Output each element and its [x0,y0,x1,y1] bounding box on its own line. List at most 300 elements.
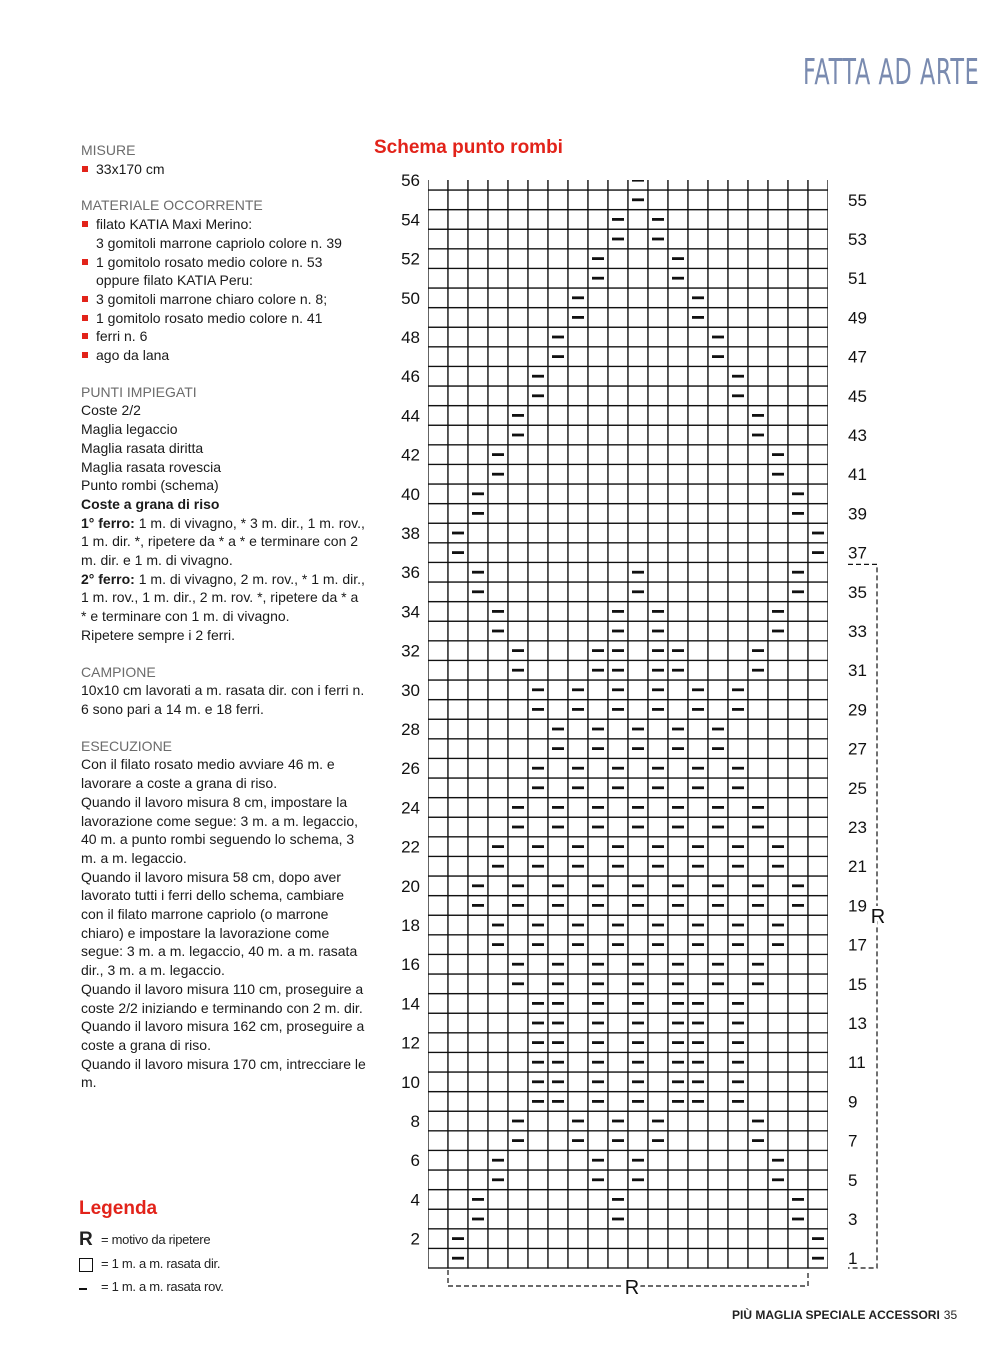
chart-cell [488,1209,508,1229]
purl-stitch-mark [592,904,604,907]
purl-stitch-mark [512,649,524,652]
chart-cell [568,876,588,896]
purl-stitch-mark [632,179,644,182]
chart-cell [788,1092,808,1112]
chart-cell [548,504,568,524]
chart-cell [748,523,768,543]
purl-stitch-mark [692,316,704,319]
chart-cell [428,1190,448,1210]
row-repeat-label: R [870,906,886,929]
chart-cell [488,896,508,916]
chart-cell [548,582,568,602]
purl-stitch-mark [492,1159,504,1162]
chart-cell [468,327,488,347]
chart-cell [548,406,568,426]
chart-cell [628,856,648,876]
chart-cell [508,327,528,347]
chart-cell [648,1170,668,1190]
chart-cell [568,1072,588,1092]
chart-cell [428,562,448,582]
chart-cell [568,641,588,661]
chart-cell [428,1052,448,1072]
chart-cell [468,739,488,759]
purl-stitch-mark [672,1041,684,1044]
purl-stitch-mark [572,786,584,789]
chart-cell [608,1248,628,1268]
purl-stitch-mark [512,884,524,887]
chart-cell [568,621,588,641]
chart-cell [588,484,608,504]
purl-stitch-mark [792,512,804,515]
chart-cell [488,758,508,778]
chart-cell [688,1170,708,1190]
campione-text: 10x10 cm lavorati a m. rasata dir. con i ferri n. 6 sono pari a 14 m. e 18 ferri. [81,682,365,717]
chart-cell [448,660,468,680]
purl-stitch-mark [592,277,604,280]
row-number-right: 25 [848,778,867,798]
chart-cell [428,386,448,406]
chart-cell [488,229,508,249]
purl-stitch-mark [652,218,664,221]
chart-cell [688,504,708,524]
column-repeat-label: R [624,1277,640,1299]
chart-cell [808,758,828,778]
purl-stitch-mark [772,630,784,633]
chart-cell [628,1190,648,1210]
chart-cell [708,170,728,190]
purl-stitch-mark [652,688,664,691]
row-number-right: 27 [848,739,867,759]
chart-cell [628,445,648,465]
chart-cell [808,660,828,680]
chart-cell [428,876,448,896]
chart-cell [768,954,788,974]
punti-line: Maglia rasata rovescia [81,458,222,475]
chart-cell [808,210,828,230]
chart-cell [568,1248,588,1268]
chart-cell [768,229,788,249]
chart-cell [688,229,708,249]
purl-stitch-mark [792,884,804,887]
materiale-item: 1 gomitolo rosato medio colore n. 41 [81,309,366,328]
chart-cell [568,504,588,524]
chart-cell [608,268,628,288]
chart-cell [488,347,508,367]
purl-stitch-mark [592,257,604,260]
chart-cell [728,1111,748,1131]
chart-cell [788,406,808,426]
chart-cell [468,837,488,857]
ferro-1-text: 1 m. di vivagno, * 3 m. dir., 1 m. rov., 1 m. dir. *, ripetere da * a * e terminare con 2 m. dir. e 1 m. di vivagno. [81,514,365,569]
chart-cell [508,1052,528,1072]
purl-stitch-mark [452,551,464,554]
purl-stitch-mark [612,610,624,613]
chart-cell [568,210,588,230]
chart-cell [428,543,448,563]
chart-cell [688,327,708,347]
chart-cell [508,739,528,759]
chart-cell [528,1248,548,1268]
chart-cell [648,974,668,994]
chart-cell [788,680,808,700]
purl-stitch-mark [672,884,684,887]
legend [79,1198,279,1299]
purl-stitch-mark [532,708,544,711]
chart-cell [688,406,708,426]
purl-stitch-mark [812,1257,824,1260]
chart-cell [508,347,528,367]
chart-cell [748,719,768,739]
purl-stitch-mark [672,728,684,731]
row-number-right: 3 [848,1210,858,1229]
purl-stitch-mark [672,1061,684,1064]
chart-cell [708,386,728,406]
chart-cell [448,1170,468,1190]
chart-cell [728,817,748,837]
purl-stitch-mark [592,1061,604,1064]
chart-cell [648,994,668,1014]
chart-cell [688,974,708,994]
chart-cell [468,308,488,328]
chart-cell [648,249,668,269]
chart-cell [448,386,468,406]
chart-cell [568,1052,588,1072]
chart-cell [568,347,588,367]
purl-stitch-mark [772,453,784,456]
chart-cell [628,1209,648,1229]
chart-cell [448,406,468,426]
chart-cell [648,1033,668,1053]
chart-cell [648,1013,668,1033]
chart-cell [748,582,768,602]
purl-stitch-mark [752,884,764,887]
chart-cell [808,915,828,935]
chart-cell [788,1229,808,1249]
purl-stitch-mark [712,336,724,339]
chart-cell [548,1131,568,1151]
chart-cell [568,229,588,249]
chart-cell [448,994,468,1014]
chart-cell [588,445,608,465]
chart-cell [728,660,748,680]
chart-cell [508,268,528,288]
chart-cell [528,406,548,426]
purl-stitch-mark [672,669,684,672]
chart-cell [688,876,708,896]
purl-stitch-mark [692,786,704,789]
chart-cell [508,229,528,249]
chart-cell [688,896,708,916]
purl-stitch-mark [592,826,604,829]
chart-cell [788,974,808,994]
purl-stitch-mark [532,375,544,378]
chart-cell [708,1229,728,1249]
chart-cell [748,1229,768,1249]
chart-cell [528,464,548,484]
chart-cell [468,621,488,641]
chart-cell [768,288,788,308]
chart-cell [748,190,768,210]
chart-cell [748,935,768,955]
purl-stitch-mark [532,1080,544,1083]
chart-cell [528,817,548,837]
chart-cell [448,1150,468,1170]
purl-stitch-mark [572,924,584,927]
chart-cell [688,1248,708,1268]
materiale-section [81,196,366,364]
row-number-left: 30 [401,680,420,700]
legend-row-purl [79,1275,279,1299]
chart-cell [748,739,768,759]
chart-cell [788,758,808,778]
chart-cell [768,1190,788,1210]
purl-stitch-mark [752,982,764,985]
chart-cell [708,758,728,778]
chart-cell [568,954,588,974]
chart-cell [468,1033,488,1053]
purl-stitch-mark [472,904,484,907]
chart-cell [808,229,828,249]
chart-cell [428,308,448,328]
chart-cell [468,210,488,230]
chart-cell [488,327,508,347]
chart-cell [628,660,648,680]
chart-cell [568,739,588,759]
chart-cell [708,1150,728,1170]
chart-cell [668,778,688,798]
chart-cell [748,288,768,308]
chart-cell [628,366,648,386]
chart-cell [768,1209,788,1229]
chart-cell [548,288,568,308]
chart-cell [448,229,468,249]
chart-cell [688,582,708,602]
chart-cell [548,1170,568,1190]
chart-cell [588,915,608,935]
chart-cell [428,425,448,445]
chart-cell [608,445,628,465]
row-number-right: 29 [848,700,867,720]
purl-stitch-mark [592,1100,604,1103]
chart-cell [728,425,748,445]
row-number-right: 41 [848,465,867,485]
chart-cell [728,954,748,974]
chart-cell [728,523,748,543]
chart-cell [728,876,748,896]
chart-cell [728,347,748,367]
purl-stitch-mark [592,1022,604,1025]
chart-cell [528,504,548,524]
purl-stitch-mark [692,1041,704,1044]
chart-cell [688,1209,708,1229]
purl-stitch-mark [632,884,644,887]
chart-cell [808,464,828,484]
chart-cell [668,366,688,386]
purl-stitch-mark [632,1041,644,1044]
chart-cell [468,425,488,445]
chart-cell [588,1111,608,1131]
grana-title: Coste a grana di riso [81,495,220,512]
purl-stitch-mark [812,551,824,554]
chart-cell [428,994,448,1014]
chart-cell [508,1033,528,1053]
chart-cell [528,288,548,308]
purl-stitch-mark [512,414,524,417]
chart-cell [808,1131,828,1151]
chart-cell [648,288,668,308]
chart-cell [508,1150,528,1170]
legend-knit-label: = 1 m. a m. rasata dir. [101,1255,221,1271]
chart-cell [428,1248,448,1268]
chart-cell [808,739,828,759]
purl-stitch-mark [632,728,644,731]
chart-cell [788,190,808,210]
chart-cell [728,1131,748,1151]
chart-cell [528,1190,548,1210]
chart-cell [668,856,688,876]
chart-cell [788,1131,808,1151]
chart-cell [468,347,488,367]
chart-cell [608,1033,628,1053]
chart-cell [488,641,508,661]
chart-cell [688,386,708,406]
purl-stitch-mark [692,296,704,299]
purl-stitch-mark [572,316,584,319]
purl-stitch-mark [672,806,684,809]
chart-cell [668,1131,688,1151]
purl-stitch-mark [552,1022,564,1025]
purl-stitch-mark [632,904,644,907]
chart-cell [728,249,748,269]
chart-cell [628,1248,648,1268]
chart-cell [708,249,728,269]
chart-cell [628,602,648,622]
chart-cell [708,523,728,543]
chart-cell [568,445,588,465]
chart-cell [668,758,688,778]
chart-cell [528,1150,548,1170]
chart-cell [748,543,768,563]
chart-cell [468,1131,488,1151]
purl-stitch-mark [612,845,624,848]
chart-cell [448,896,468,916]
chart-cell [768,582,788,602]
chart-cell [528,582,548,602]
row-number-left: 16 [401,955,420,975]
chart-cell [568,327,588,347]
chart-cell [508,504,528,524]
chart-cell [588,1229,608,1249]
chart-cell [568,386,588,406]
chart-cell [648,464,668,484]
chart-cell [748,1209,768,1229]
chart-cell [468,170,488,190]
purl-stitch-mark [612,649,624,652]
chart-cell [488,190,508,210]
chart-cell [808,1209,828,1229]
chart-cell [628,268,648,288]
chart-cell [448,504,468,524]
misure-item: 33x170 cm [81,160,366,179]
chart-cell [668,621,688,641]
chart-cell [688,719,708,739]
materiale-item: 1 gomitolo rosato medio colore n. 53 [81,253,366,272]
chart-cell [708,1170,728,1190]
chart-cell [628,700,648,720]
chart-cell [608,798,628,818]
row-number-left: 24 [401,798,420,818]
purl-stitch-mark [632,806,644,809]
chart-cell [568,406,588,426]
knit-square-icon [79,1258,93,1272]
chart-cell [748,1190,768,1210]
chart-cell [748,994,768,1014]
chart-cell [428,719,448,739]
punti-line: Coste 2/2 [81,402,141,419]
purl-stitch-mark [452,532,464,535]
chart-cell [568,1209,588,1229]
chart-cell [768,974,788,994]
chart-cell [508,994,528,1014]
purl-stitch-mark [492,1178,504,1181]
chart-cell [488,170,508,190]
purl-stitch-mark [652,630,664,633]
chart-cell [748,327,768,347]
row-number-left: 6 [410,1151,420,1171]
chart-cell [588,210,608,230]
chart-cell [808,425,828,445]
chart-cell [688,190,708,210]
chart-cell [808,268,828,288]
chart-cell [448,190,468,210]
chart-cell [808,1072,828,1092]
footer-text: PIÙ MAGLIA SPECIALE ACCESSORI [732,1308,940,1322]
chart-cell [448,680,468,700]
chart-cell [528,660,548,680]
chart-cell [488,210,508,230]
purl-stitch-mark [492,924,504,927]
chart-cell [428,327,448,347]
esecuzione-section [81,737,366,1092]
chart-cell [468,288,488,308]
chart-cell [468,641,488,661]
purl-stitch-mark [812,1237,824,1240]
chart-cell [448,798,468,818]
purl-stitch-mark [672,963,684,966]
chart-cell [588,190,608,210]
purl-stitch-mark [592,1159,604,1162]
chart-cell [608,504,628,524]
chart-cell [528,739,548,759]
chart-cell [508,758,528,778]
chart-cell [608,562,628,582]
chart-cell [768,758,788,778]
chart-cell [788,1248,808,1268]
chart-cell [728,484,748,504]
chart-cell [548,445,568,465]
chart-cell [768,406,788,426]
chart-cell [468,994,488,1014]
chart-cell [488,700,508,720]
chart-cell [668,347,688,367]
chart-cell [748,386,768,406]
chart-cell [808,1033,828,1053]
chart-cell [448,170,468,190]
chart-cell [448,974,468,994]
chart-cell [588,700,608,720]
chart-cell [648,308,668,328]
chart-cell [768,700,788,720]
